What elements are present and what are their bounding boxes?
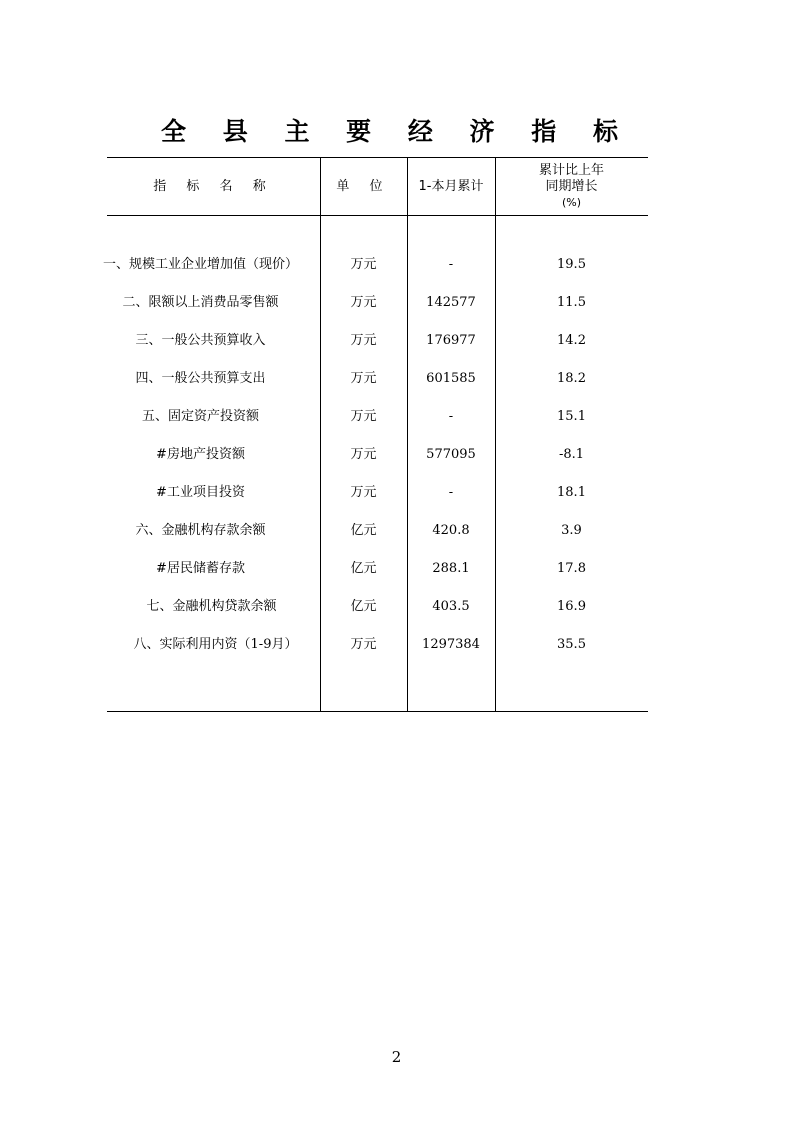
column-divider	[320, 158, 321, 711]
indicator-name-cell: 六、金融机构存款余额	[135, 523, 266, 538]
growth-percent-cell: -8.1	[558, 447, 585, 462]
indicator-name-cell: 七、金融机构贷款余额	[146, 599, 277, 614]
header-growth-line1: 累计比上年	[538, 162, 604, 178]
page-title: 全 县 主 要 经 济 指 标	[161, 117, 632, 146]
growth-percent-cell: 3.9	[561, 523, 582, 538]
cumulative-value-cell: 1297384	[422, 637, 480, 652]
cumulative-value-cell: 601585	[426, 371, 476, 386]
header-indicator-name: 指 标 名 称	[153, 178, 274, 194]
header-cumulative: 1-本月累计	[418, 178, 484, 194]
indicator-name-cell: 五、固定资产投资额	[141, 409, 259, 424]
page-number: 2	[391, 1048, 402, 1066]
indicator-name-cell: #房地产投资额	[156, 447, 245, 462]
cumulative-value-cell: 577095	[426, 447, 476, 462]
header-growth-line2: 同期增长	[545, 178, 598, 194]
growth-percent-cell: 14.2	[557, 333, 586, 348]
table-row	[107, 331, 648, 351]
header-growth	[495, 158, 648, 215]
growth-percent-cell: 18.1	[557, 485, 586, 500]
table-row	[102, 255, 648, 275]
unit-cell: 万元	[350, 637, 377, 652]
growth-percent-cell: 35.5	[557, 637, 586, 652]
cumulative-value-cell: 288.1	[432, 561, 470, 576]
cumulative-value-cell: 420.8	[432, 523, 470, 538]
indicator-table	[102, 157, 648, 712]
table-row	[107, 521, 648, 541]
growth-percent-cell: 11.5	[557, 295, 586, 310]
cumulative-value-cell: -	[448, 257, 454, 272]
growth-percent-cell: 18.2	[557, 371, 586, 386]
indicator-name-cell: 二、限额以上消费品零售额	[122, 295, 279, 310]
indicator-name-cell: #工业项目投资	[156, 485, 245, 500]
table-row	[107, 407, 648, 427]
header-growth-line3: (%)	[561, 195, 582, 209]
indicator-name-cell: 四、一般公共预算支出	[135, 371, 266, 386]
unit-cell: 亿元	[350, 561, 377, 576]
indicator-name-cell: #居民储蓄存款	[156, 561, 245, 576]
growth-percent-cell: 17.8	[557, 561, 586, 576]
cumulative-value-cell: 142577	[426, 295, 476, 310]
table-row	[107, 559, 648, 579]
header-divider	[107, 215, 648, 216]
table-row	[107, 369, 648, 389]
cumulative-value-cell: 403.5	[432, 599, 470, 614]
indicator-name-cell: 一、规模工业企业增加值（现价）	[102, 257, 298, 272]
table-row	[107, 445, 648, 465]
unit-cell: 亿元	[350, 523, 377, 538]
cumulative-value-cell: -	[448, 409, 454, 424]
growth-percent-cell: 15.1	[557, 409, 586, 424]
growth-percent-cell: 19.5	[557, 257, 586, 272]
unit-cell: 万元	[350, 333, 377, 348]
unit-cell: 万元	[350, 485, 377, 500]
unit-cell: 万元	[350, 257, 377, 272]
cumulative-value-cell: 176977	[426, 333, 476, 348]
header-unit: 单 位	[336, 178, 391, 194]
indicator-name-cell: 三、一般公共预算收入	[135, 333, 266, 348]
cumulative-value-cell: -	[448, 485, 454, 500]
unit-cell: 万元	[350, 409, 377, 424]
unit-cell: 万元	[350, 295, 377, 310]
table-row	[107, 483, 648, 503]
unit-cell: 万元	[350, 371, 377, 386]
table-row	[107, 293, 648, 313]
indicator-name-cell: 八、实际利用内资（1-9月）	[133, 637, 298, 652]
table-row	[107, 635, 648, 655]
column-divider	[407, 158, 408, 711]
table-row	[107, 597, 648, 617]
growth-percent-cell: 16.9	[557, 599, 586, 614]
unit-cell: 万元	[350, 447, 377, 462]
column-divider	[495, 158, 496, 711]
unit-cell: 亿元	[350, 599, 377, 614]
